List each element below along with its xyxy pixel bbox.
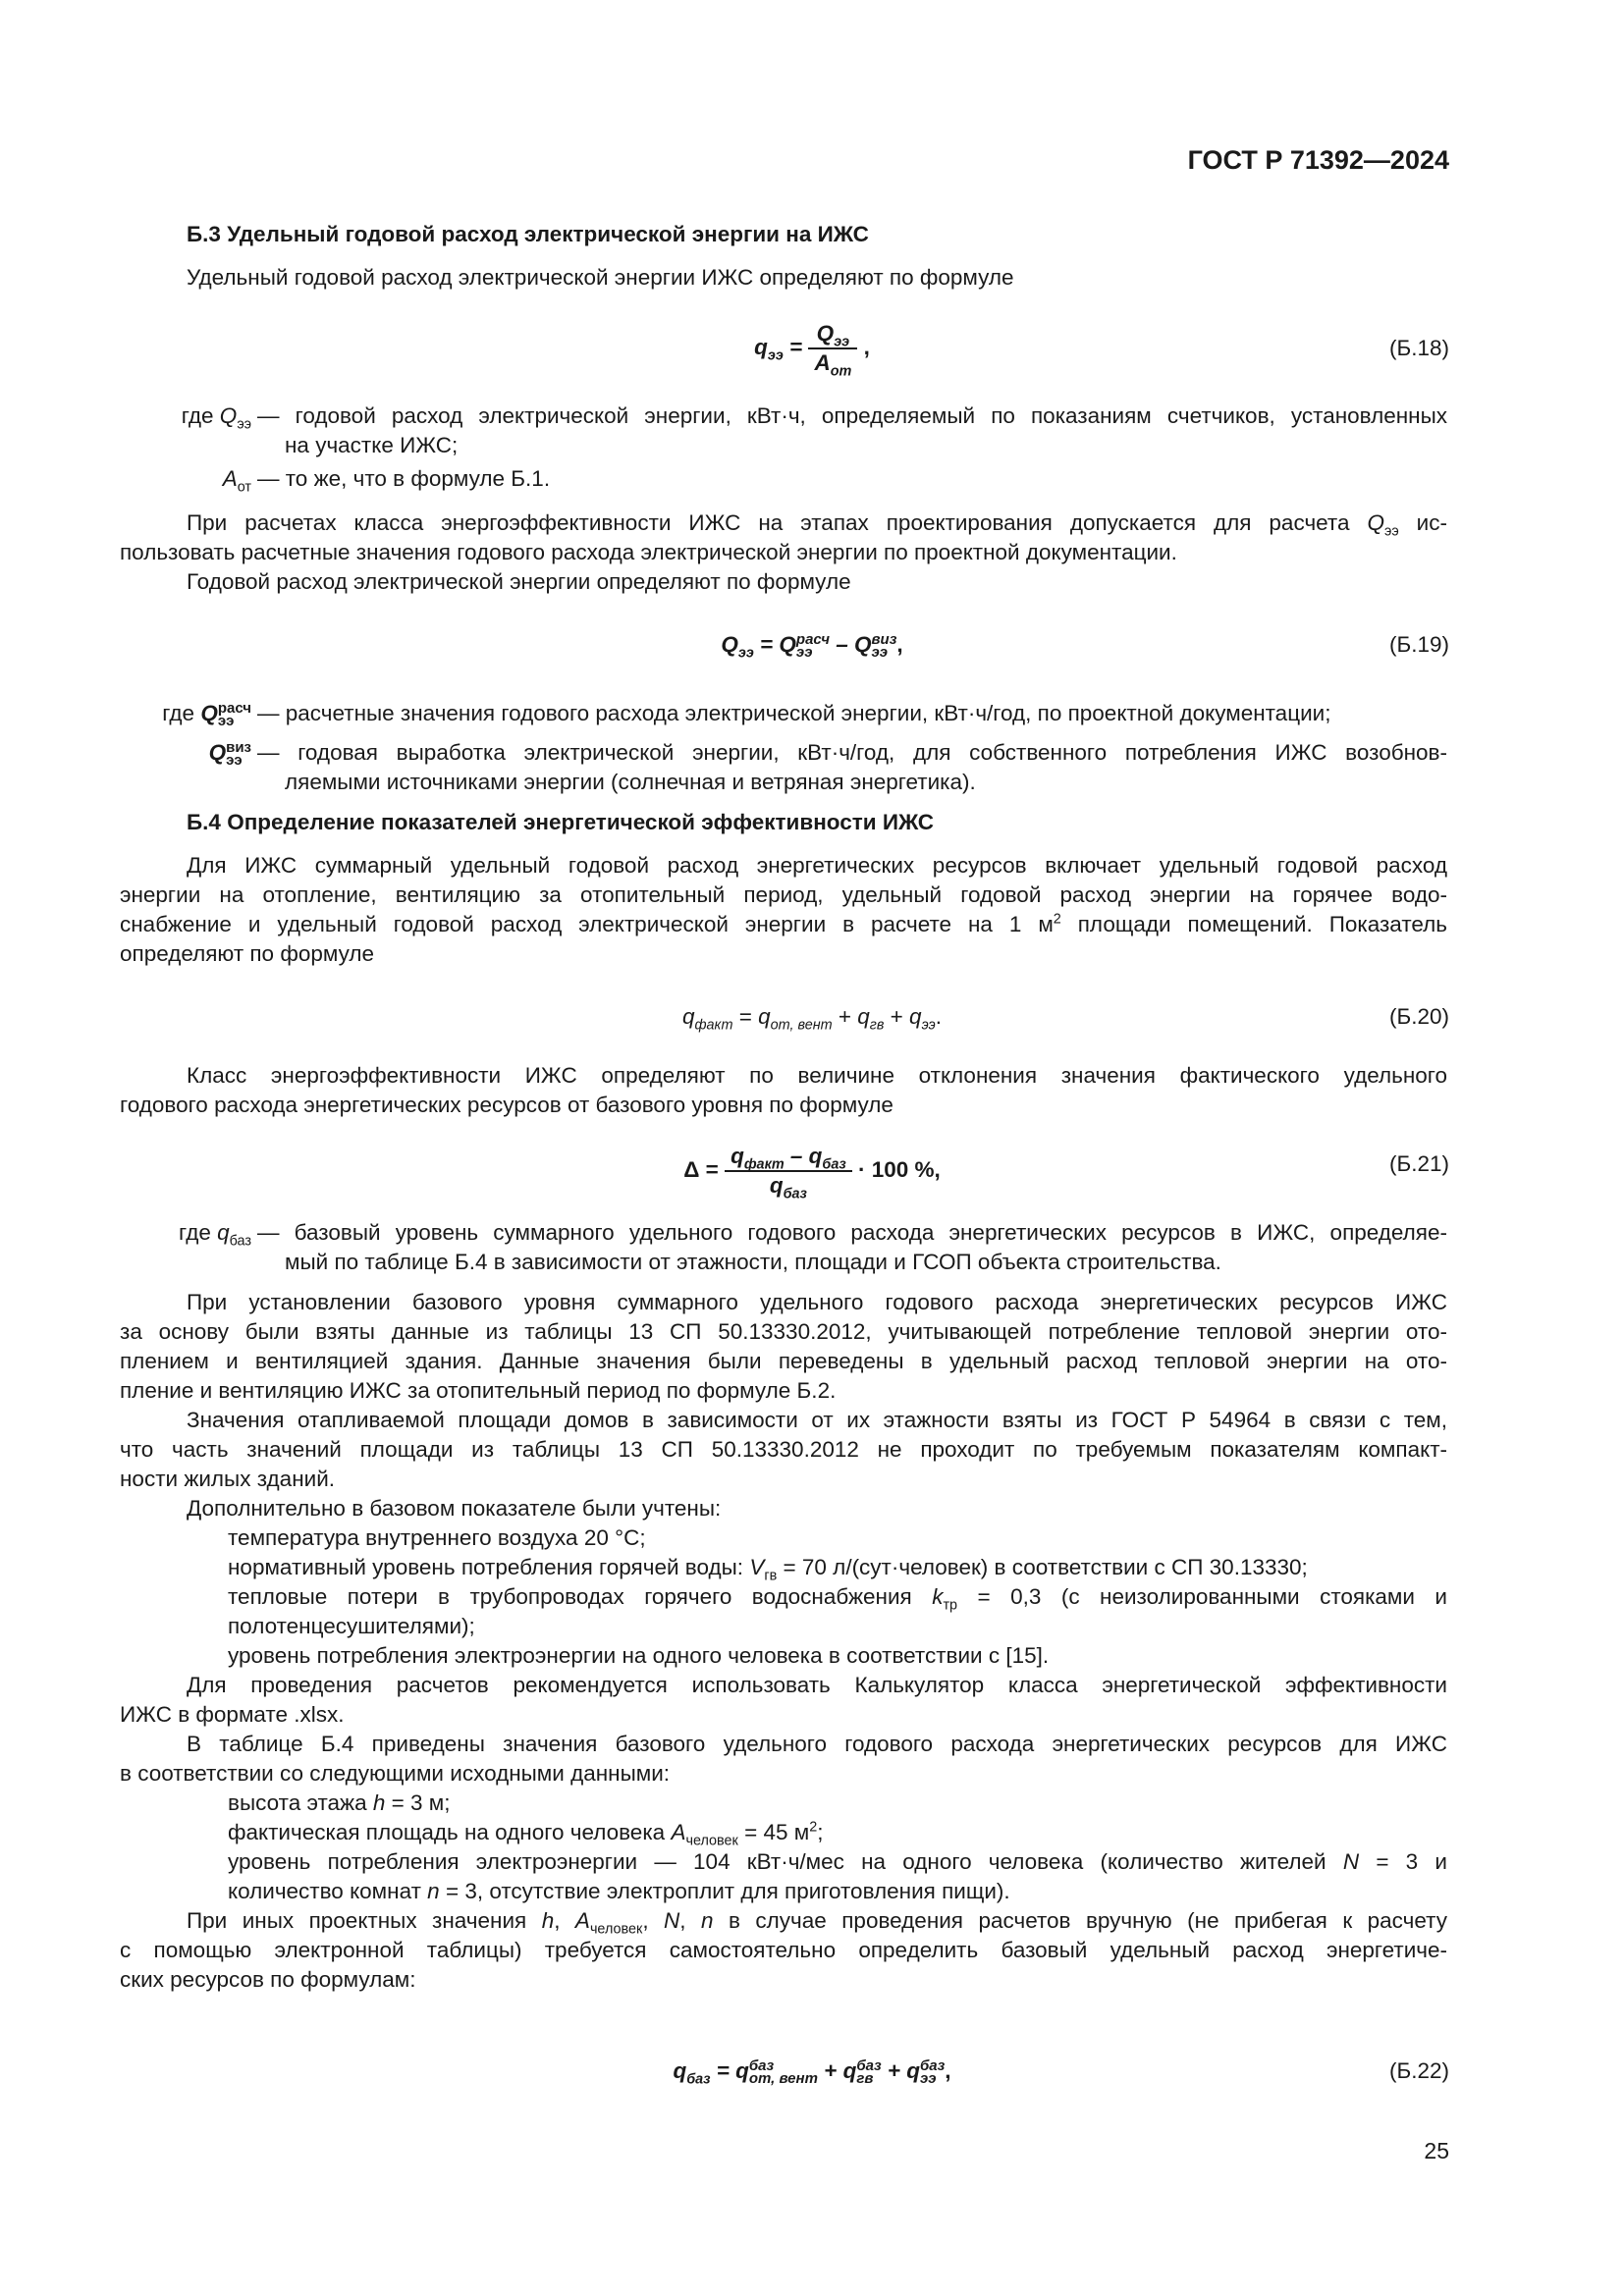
paragraph-line: ИЖС в формате .xlsx.	[120, 1702, 345, 1727]
paragraph-line: годового расхода энергетических ресурсов от базового уровня по формуле	[120, 1093, 893, 1117]
paragraph-line: снабжение и удельный годовой расход электрической энергии в расчете на 1 $м^2$ площади помещений. Показатель	[120, 911, 1447, 936]
list-item: уровень потребления электроэнергии — 104 кВт·ч/мес на одного человека (количество жителей N = 3 и	[228, 1849, 1447, 1874]
formula-number: (Б.18)	[1388, 336, 1449, 360]
list-item: высота этажа h = 3 м;	[228, 1790, 451, 1815]
paragraph-line: При иных проектных значения h, $A_{человек}$, N, n в случае проведения расчетов вручную (не прибегая к расчету	[187, 1908, 1447, 1938]
formula-number: (Б.22)	[1388, 2058, 1449, 2083]
section-heading-b3: Б.3 Удельный годовой расход электрической энергии на ИЖС	[187, 222, 869, 246]
paragraph-line: определяют по формуле	[120, 941, 374, 966]
list-item: нормативный уровень потребления горячей воды: $V_{гв} = 70$ л/(сут·человек) в соответствии с СП 30.13330;	[228, 1555, 1308, 1584]
formula-b21: Δ = $\frac{q_{факт} - q_{баз}}{q_{баз}}$ · 100 %,	[683, 1144, 941, 1202]
list-item: полотенцесушителями);	[228, 1614, 475, 1638]
list-item: фактическая площадь на одного человека $A_{человек} = 45$ $м^2$;	[228, 1819, 824, 1849]
definition-q-baz: где $q_{баз}$ — базовый уровень суммарного удельного годового расхода энергетических ресурсов в ИЖС, определяе- мый по таблице Б.4 в зависимости от этажности, площади и ГСОП объекта строительства.	[120, 1218, 1447, 1277]
list-item: количество комнат n = 3, отсутствие электроплит для приготовления пищи).	[228, 1879, 1010, 1903]
page-number: 25	[1424, 2138, 1449, 2163]
paragraph-line: ских ресурсов по формулам:	[120, 1967, 416, 1992]
paragraph-line: Для проведения расчетов рекомендуется использовать Калькулятор класса энергетической эффективности	[187, 1673, 1447, 1697]
definition-q-viz: Q виз ээ — годовая выработка электрической энергии, кВт·ч/год, для собственного потребления ИЖС возобнов- ляемыми источниками энергии (солнечная и ветряная энергетика).	[120, 738, 1447, 797]
paragraph: Удельный годовой расход электрической энергии ИЖС определяют по формуле	[187, 265, 1014, 290]
definition-q-ee: где $Q_{ээ}$ — годовой расход электрической энергии, кВт·ч, определяемый по показаниям счетчиков, установленных на участке ИЖС;	[120, 401, 1447, 460]
formula-number: (Б.21)	[1388, 1151, 1449, 1176]
paragraph-line: плением и вентиляцией здания. Данные значения были переведены в удельный расход тепловой энергии на ото-	[120, 1349, 1447, 1373]
definition-q-raschet: где Q расч ээ — расчетные значения годового расхода электрической энергии, кВт·ч/год, по проектной документации;	[120, 699, 1447, 728]
paragraph-line: с помощью электронной таблицы) требуется самостоятельно определить базовый удельный расход энергетиче-	[120, 1938, 1447, 1962]
definition-text: ляемыми источниками энергии (солнечная и ветряная энергетика).	[285, 770, 976, 794]
formula-number: (Б.19)	[1388, 632, 1449, 657]
paragraph: Дополнительно в базовом показателе были учтены:	[187, 1496, 722, 1521]
definition-text: — базовый уровень суммарного удельного годового расхода энергетических ресурсов в ИЖС, определяе-	[257, 1220, 1447, 1245]
where-label: где	[181, 403, 214, 428]
paragraph-line: пление и вентиляцию ИЖС за отопительный период по формуле Б.2.	[120, 1378, 837, 1403]
paragraph-line: Значения отапливаемой площади домов в зависимости от их этажности взяты из ГОСТ Р 54964 в связи с тем,	[187, 1408, 1447, 1432]
paragraph-line: в соответствии со следующими исходными данными:	[120, 1761, 671, 1786]
formula-b20: $q_{факт} = q_{от, вент} + q_{гв} + q_{ээ}$.	[682, 1004, 942, 1034]
paragraph-line: В таблице Б.4 приведены значения базового удельного годового расхода энергетических ресурсов для ИЖС	[187, 1732, 1447, 1756]
paragraph-line: При расчетах класса энергоэффективности ИЖС на этапах проектирования допускается для расчета $Q_{ээ}$ ис-	[187, 510, 1447, 540]
definition-text: — годовая выработка электрической энергии, кВт·ч/год, для собственного потребления ИЖС возобнов-	[257, 740, 1447, 765]
formula-b19: $Q_{ээ} = Q$ расч ээ – Q виз ээ ,	[721, 631, 903, 662]
definition-text: — расчетные значения годового расхода электрической энергии, кВт·ч/год, по проектной документации;	[257, 701, 1331, 725]
list-item: уровень потребления электроэнергии на одного человека в соответствии с [15].	[228, 1643, 1050, 1668]
formula-b18: $q_{ээ}$ = $\frac{Q_{ээ}}{A_{от}}$ ,	[754, 321, 870, 380]
formula-number: (Б.20)	[1388, 1004, 1449, 1029]
definition-text: — годовой расход электрической энергии, кВт·ч, определяемый по показаниям счетчиков, установленных	[257, 403, 1447, 428]
paragraph-line: При установлении базового уровня суммарного удельного годового расхода энергетических ресурсов ИЖС	[187, 1290, 1447, 1314]
paragraph-line: Класс энергоэффективности ИЖС определяют по величине отклонения значения фактического удельного	[187, 1063, 1447, 1088]
paragraph: Годовой расход электрической энергии определяют по формуле	[187, 569, 851, 594]
list-item: температура внутреннего воздуха 20 °С;	[228, 1525, 646, 1550]
section-heading-b4: Б.4 Определение показателей энергетической эффективности ИЖС	[187, 810, 935, 834]
paragraph-line: пользовать расчетные значения годового расхода электрической энергии по проектной документации.	[120, 540, 1177, 564]
paragraph-line: энергии на отопление, вентиляцию за отопительный период, удельный годовой расход энергии на горячее водо-	[120, 882, 1447, 907]
definition-text: — то же, что в формуле Б.1.	[257, 466, 551, 491]
definition-a-ot: $A_{от}$ — то же, что в формуле Б.1.	[120, 464, 1447, 494]
formula-b22: $q_{баз} = q$ баз от, вент + q баз гв + q баз ээ ,	[673, 2057, 951, 2088]
definition-text: мый по таблице Б.4 в зависимости от этажности, площади и ГСОП объекта строительства.	[285, 1250, 1221, 1274]
paragraph-line: что часть значений площади из таблицы 13 СП 50.13330.2012 не проходит по требуемым показателям компакт-	[120, 1437, 1447, 1462]
paragraph-line: Для ИЖС суммарный удельный годовой расход энергетических ресурсов включает удельный годовой расход	[187, 853, 1447, 878]
document-code: ГОСТ Р 71392—2024	[1187, 145, 1449, 175]
paragraph-line: за основу были взяты данные из таблицы 13 СП 50.13330.2012, учитывающей потребление тепловой энергии ото-	[120, 1319, 1447, 1344]
paragraph-line: ности жилых зданий.	[120, 1467, 336, 1491]
list-item: тепловые потери в трубопроводах горячего водоснабжения $k_{тр} = 0,3$ (с неизолированными стояками и	[228, 1584, 1447, 1614]
definition-text: на участке ИЖС;	[285, 433, 459, 457]
